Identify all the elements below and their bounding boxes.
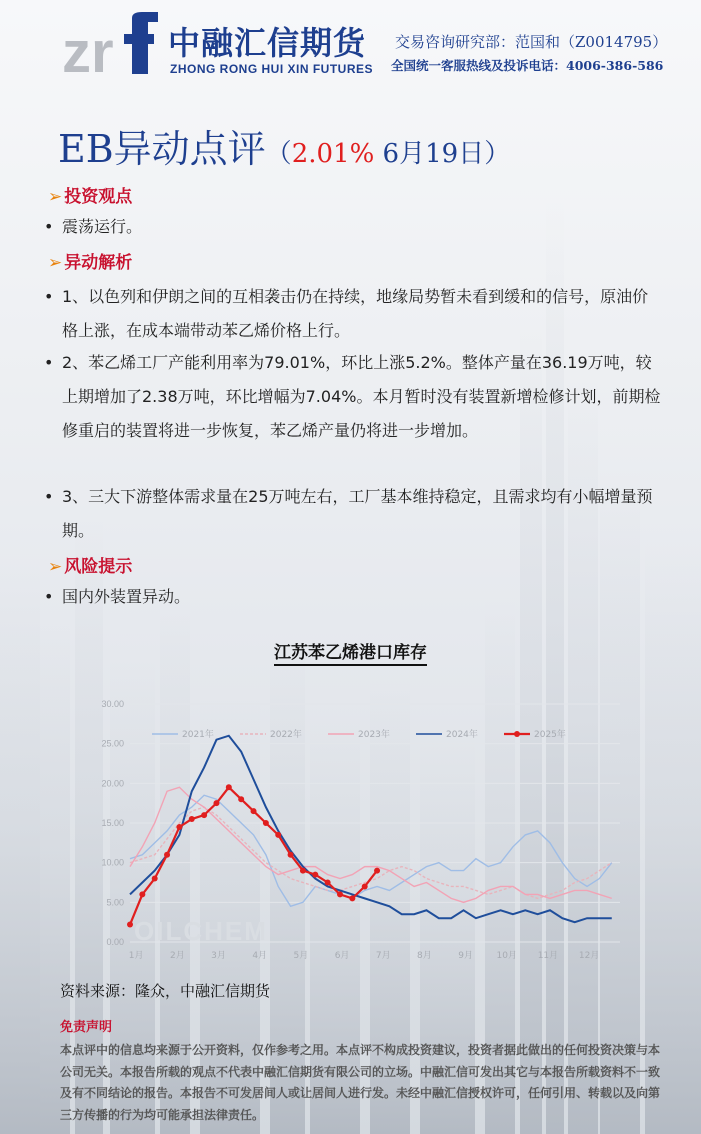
x-tick-label: 11月 [537, 951, 559, 961]
section-arrow-icon: ➢ [48, 557, 63, 577]
x-tick-label: 12月 [578, 951, 600, 961]
legend-label: 2021年 [182, 730, 214, 740]
section-title: 投资观点 [64, 187, 133, 207]
x-tick-label: 3月 [211, 951, 226, 961]
disclaimer-title: 免责声明 [60, 1020, 113, 1035]
data-point [337, 891, 343, 897]
legend-label: 2025年 [534, 730, 566, 740]
disclaimer-text: 本点评中的信息均来源于公开资料，仅作参考之用。本点评不构成投资建议，投资者据此做出的任何投资决策与本公司无关。本报告所载的观点不代表中融汇信期货有限公司的立场。中融汇信可发出其它与本报告所载资料不一致及有不同结论的报告。本报告不可发居间人或让居间人进行发。未经中融汇信授权许可，任何引用、转载以及向第三方传播的行为均可能承担法律责任。 [60, 1043, 661, 1122]
bullet-icon: • [44, 217, 54, 236]
x-tick-label: 1月 [128, 951, 144, 961]
data-point [312, 872, 318, 878]
y-tick-label: 20.00 [101, 778, 124, 789]
data-point [349, 895, 355, 901]
data-point [300, 868, 306, 874]
section-arrow-icon: ➢ [48, 187, 63, 207]
x-tick-label: 8月 [417, 951, 432, 961]
service-hotline: 全国统一客服热线及投诉电话：4006-386-586 [391, 58, 664, 73]
legend-marker [514, 731, 520, 737]
section-analysis [48, 248, 132, 273]
x-tick-label: 9月 [458, 951, 473, 961]
analysis-paragraph-1 [44, 280, 664, 348]
data-point [374, 868, 380, 874]
data-point [288, 852, 294, 858]
title-paren-open: （ [265, 139, 292, 169]
legend-label: 2023年 [358, 730, 390, 740]
y-tick-label: 10.00 [101, 857, 124, 868]
data-point [201, 812, 207, 818]
view-paragraph [44, 210, 664, 244]
section-investment-view [48, 182, 132, 207]
x-tick-label: 5月 [293, 951, 309, 961]
series-line-3 [130, 736, 612, 922]
x-tick-label: 10月 [496, 951, 517, 961]
bullet-icon: • [44, 487, 54, 506]
data-point [127, 922, 133, 928]
x-tick-label: 2月 [169, 951, 185, 961]
data-point [226, 784, 232, 790]
bullet-icon: • [44, 287, 54, 306]
y-tick-label: 5.00 [106, 897, 124, 908]
data-point [251, 808, 257, 814]
data-point [362, 883, 368, 889]
data-point [139, 891, 145, 897]
x-tick-label: 6月 [334, 951, 350, 961]
svg-text:zr: zr [62, 20, 114, 78]
analysis-text-1: 1、以色列和伊朗之间的互相袭击仍在持续，地缘局势暂未看到缓和的信号，原油价格上涨，在成本端带动苯乙烯价格上行。 [62, 287, 649, 340]
analysis-text-3: 3、三大下游整体需求量在25万吨左右，工厂基本维持稳定，且需求均有小幅增量预期。 [62, 487, 653, 540]
y-tick-label: 25.00 [101, 738, 124, 749]
title-main: EB异动点评 [58, 127, 266, 171]
legend-label: 2024年 [446, 730, 478, 740]
data-source: 资料来源：隆众，中融汇信期货 [60, 982, 271, 1000]
section-title: 风险提示 [64, 557, 133, 577]
chart-title: 江苏苯乙烯港口库存 [0, 638, 701, 663]
research-contact: 交易咨询研究部：范国和（Z0014795） [395, 33, 668, 51]
company-logo-icon [62, 12, 162, 78]
report-title [58, 118, 510, 173]
legend-label: 2022年 [270, 730, 302, 740]
company-name-cn: 中融汇信期货 [168, 24, 367, 62]
series-line-2 [130, 787, 612, 902]
data-point [263, 820, 269, 826]
view-text: 震荡运行。 [62, 217, 143, 236]
section-title: 异动解析 [64, 253, 133, 273]
x-tick-label: 4月 [252, 951, 268, 961]
data-point [325, 880, 331, 886]
data-point [213, 800, 219, 806]
bullet-icon: • [44, 587, 54, 606]
risk-paragraph [44, 580, 664, 614]
data-point [275, 832, 281, 838]
analysis-text-2: 2、苯乙烯工厂产能利用率为79.01%，环比上涨5.2%。整体产量在36.19万吨，较上期增加了2.38万吨，环比增幅为7.04%。本月暂时没有装置新增检修计划，前期检修重启的装置将进一步恢复，苯乙烯产量仍将进一步增加。 [62, 353, 661, 440]
x-tick-label: 7月 [375, 951, 391, 961]
bullet-icon: • [44, 353, 54, 372]
y-tick-label: 30.00 [101, 699, 124, 709]
section-risk [48, 552, 132, 577]
data-point [176, 824, 182, 830]
watermark-text: OILCHEM [134, 916, 268, 946]
data-point [238, 796, 244, 802]
y-tick-label: 15.00 [101, 818, 124, 828]
title-change-pct: 2.01% [291, 139, 375, 169]
analysis-paragraph-3 [44, 480, 664, 548]
inventory-line-chart [90, 690, 630, 970]
y-tick-label: 0.00 [106, 937, 124, 947]
title-date: 6月19日 [374, 139, 485, 169]
data-point [164, 852, 170, 858]
series-line-0 [130, 795, 612, 906]
section-arrow-icon: ➢ [48, 253, 63, 273]
company-name-en: ZHONG RONG HUI XIN FUTURES [170, 62, 374, 76]
title-paren-close: ） [484, 139, 511, 169]
series-line-1 [130, 807, 612, 898]
risk-text: 国内外装置异动。 [62, 587, 191, 606]
data-point [189, 816, 195, 822]
data-point [152, 876, 158, 882]
analysis-paragraph-2 [44, 346, 664, 448]
